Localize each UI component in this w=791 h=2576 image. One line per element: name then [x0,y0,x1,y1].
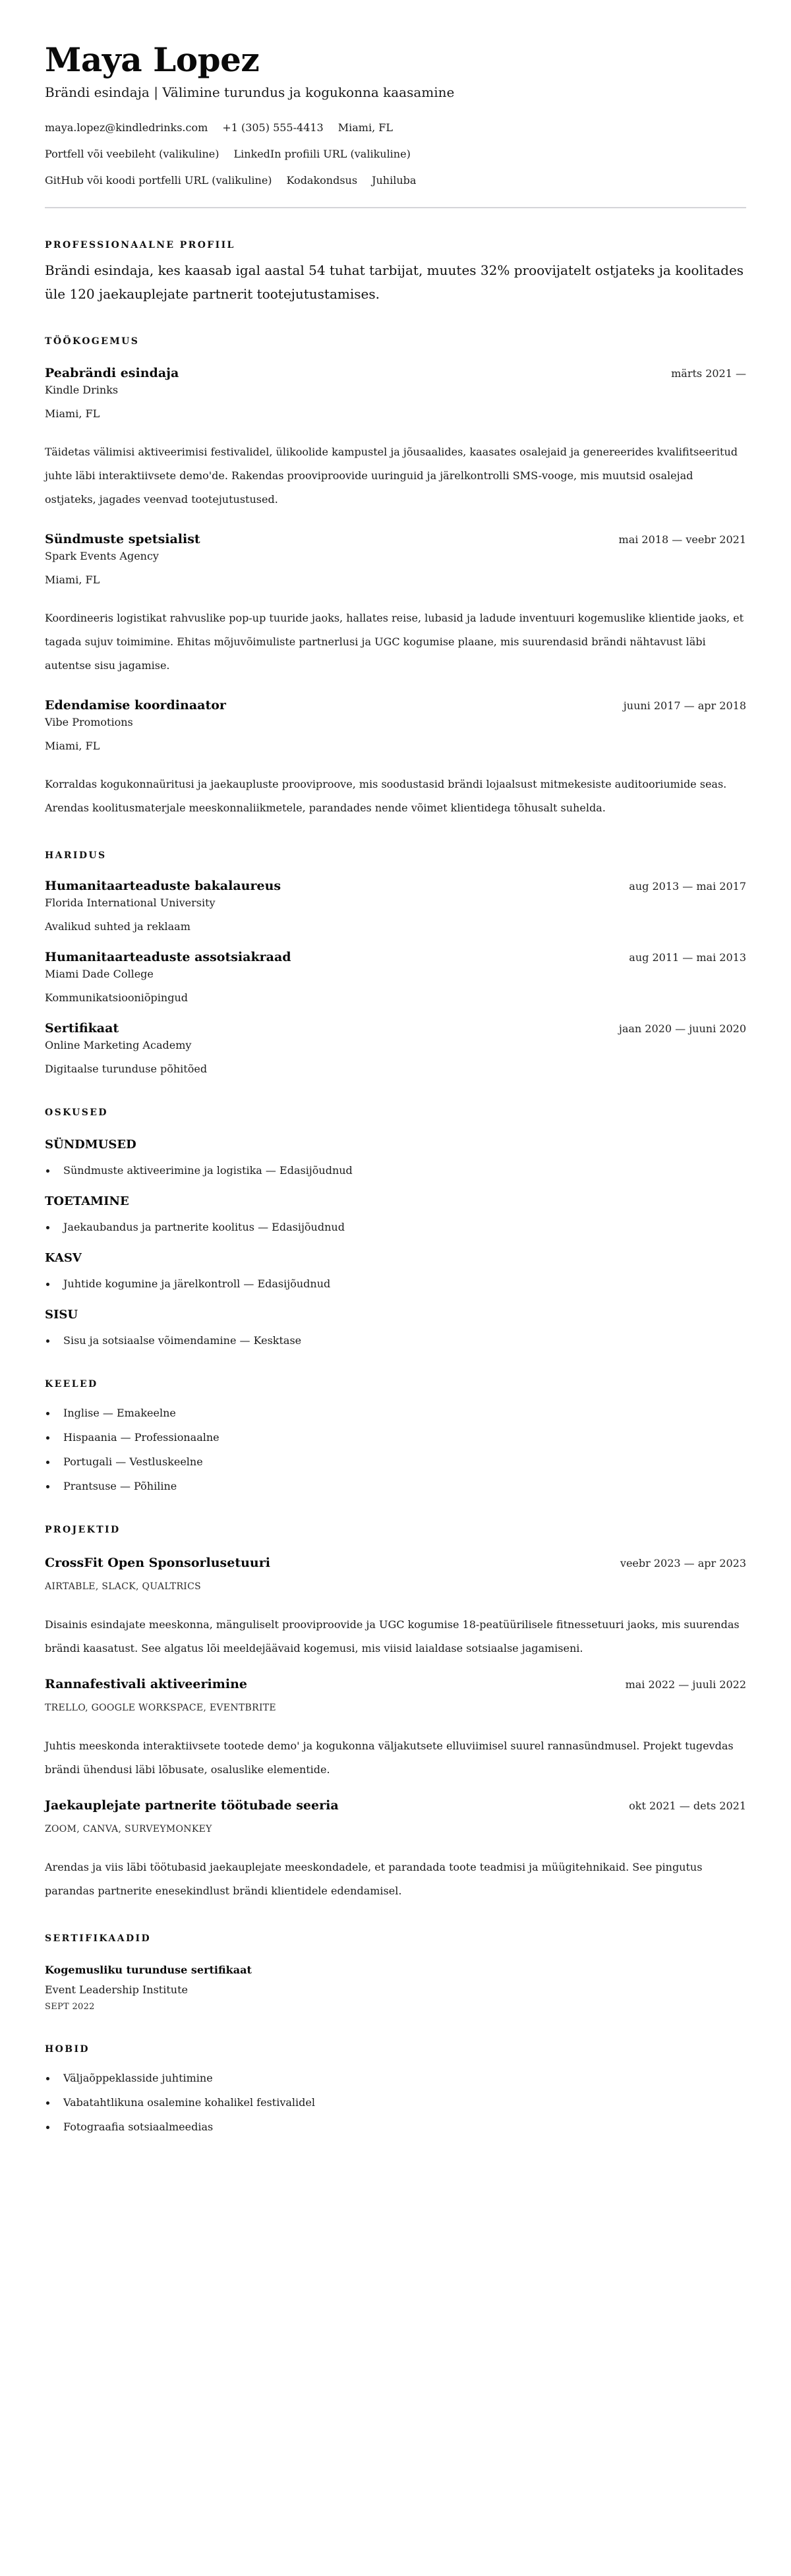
job-dates: märts 2021 — [671,367,746,380]
contact-drivers-license: Juhiluba [372,174,417,187]
section-title-experience: TÖÖKOGEMUS [45,336,140,347]
project-tech: TRELLO, GOOGLE WORKSPACE, EVENTBRITE [45,1703,276,1713]
project-entry [45,1554,746,1660]
project-dates: mai 2022 — juuli 2022 [625,1678,746,1691]
section-title-skills: OSKUSED [45,1107,108,1118]
job-description: Täidetas välimisi aktiveerimisi festivalidel, ülikoolide kampustel ja jõusaalides, kaasates osalejaid ja genereerides kvalifitseeritud juhte läbi interaktiivsete demo'de. Rakendas prooviproovide uuringuid ja järelkontrolli SMS-vooge, mis muutsid osalejad ostjateks, jagades veenvad tootejutustused. [45,446,738,506]
project-name: Rannafestivali aktiveerimine [45,1677,247,1691]
section-certifications [45,1932,746,2014]
project-name: Jaekauplejate partnerite töötubade seeria [45,1798,339,1813]
candidate-name: Maya Lopez [45,40,260,79]
skill-group [45,1136,746,1179]
language-list [45,1405,746,1494]
skill-group [45,1306,746,1349]
education-entry [45,948,746,1006]
project-description: Disainis esindajate meeskonna, mänguliselt prooviproovide ja UGC kogumise 18-peatüürilisele fitnessetuuri jaoks, mis suurendas brändi kaasatust. See algatus lõi meeldejäävaid kogemusi, mis viisid laialdase sotsiaalse jagamiseni. [45,1618,740,1654]
job-description: Koordineeris logistikat rahvuslike pop-up tuuride jaoks, hallates reise, lubasid ja ladude inventuuri kogemuslike klientide jaoks, et tagada sujuv toimimine. Ehitas mõjuvõimuliste partnerlusi ja UGC kogumise plaane, mis suurendasid brändi nähtavust läbi autentse sisu jagamise. [45,612,744,672]
contact-row-primary [45,120,746,136]
contact-email[interactable]: maya.lopez@kindledrinks.com [45,121,208,134]
skill-item: Jaekaubandus ja partnerite koolitus — Edasijõudnud [45,1219,746,1235]
job-description: Korraldas kogukonnaüritusi ja jaekaupluste prooviproove, mis soodustasid brändi lojaalsust mitmekesiste auditooriumide seas. Arendas koolitusmaterjale meeskonnaliikmetele, parandades nende võimet klientidega tõhusalt suhelda. [45,778,727,814]
hobby-item: Väljaõppeklasside juhtimine [45,2070,746,2086]
experience-entry [45,530,746,678]
degree-dates: jaan 2020 — juuni 2020 [618,1022,746,1035]
project-entry [45,1796,746,1903]
job-dates: mai 2018 — veebr 2021 [618,533,746,546]
degree-field: Digitaalse turunduse põhitõed [45,1063,208,1075]
contact-github[interactable]: GitHub või koodi portfelli URL (valikuline) [45,174,272,187]
language-item: Portugali — Vestluskeelne [45,1454,746,1470]
job-title: Edendamise koordinaator [45,698,226,713]
job-company: Kindle Drinks [45,384,119,396]
hobby-item: Fotograafia sotsiaalmeedias [45,2119,746,2135]
education-entry [45,877,746,935]
skill-list [45,1333,746,1349]
skill-group [45,1250,746,1292]
skill-list [45,1276,746,1292]
candidate-headline: Brändi esindaja | Välimine turundus ja kogukonna kaasamine [45,84,455,100]
experience-entry [45,364,746,512]
skill-category: SÜNDMUSED [45,1138,136,1152]
section-title-certifications: SERTIFIKAADID [45,1933,151,1944]
section-title-hobbies: HOBID [45,2044,90,2055]
job-location: Miami, FL [45,740,100,752]
job-title: Peabrändi esindaja [45,366,179,380]
project-entry [45,1675,746,1782]
job-dates: juuni 2017 — apr 2018 [623,699,746,712]
education-entry [45,1019,746,1077]
skill-group [45,1193,746,1235]
job-title: Sündmuste spetsialist [45,532,200,546]
project-description: Juhtis meeskonda interaktiivsete tootede demo' ja kogukonna väljakutsete elluviimisel suurel rannasündmusel. Projekt tugevdas brändi ühendusi läbi lõbusate, osaluslike elementide. [45,1740,734,1776]
job-company: Spark Events Agency [45,550,159,562]
degree-title: Humanitaarteaduste assotsiakraad [45,950,291,964]
certification-name: Kogemusliku turunduse sertifikaat [45,1964,252,1976]
job-location: Miami, FL [45,407,100,420]
section-skills [45,1106,746,1349]
project-tech: ZOOM, CANVA, SURVEYMONKEY [45,1824,212,1834]
section-projects [45,1523,746,1903]
language-item: Hispaania — Professionaalne [45,1430,746,1446]
skill-list [45,1163,746,1179]
header-divider [45,207,746,208]
contact-location: Miami, FL [337,121,393,134]
contact-portfolio[interactable]: Portfell või veebileht (valikuline) [45,148,220,160]
section-title-projects: PROJEKTID [45,1525,121,1535]
skill-category: KASV [45,1251,82,1265]
project-tech: AIRTABLE, SLACK, QUALTRICS [45,1581,202,1592]
section-profile [45,239,746,306]
skill-list [45,1219,746,1235]
section-hobbies [45,2043,746,2135]
contact-citizenship: Kodakondsus [286,174,358,187]
school-name: Online Marketing Academy [45,1039,192,1051]
school-name: Miami Dade College [45,968,154,980]
skill-item: Sündmuste aktiveerimine ja logistika — Edasijõudnud [45,1163,746,1179]
language-item: Inglise — Emakeelne [45,1405,746,1421]
degree-dates: aug 2011 — mai 2013 [629,951,746,964]
section-education [45,849,746,1077]
language-item: Prantsuse — Põhiline [45,1478,746,1494]
degree-title: Sertifikaat [45,1021,119,1036]
section-experience [45,335,746,820]
project-dates: veebr 2023 — apr 2023 [620,1557,746,1569]
project-name: CrossFit Open Sponsorlusetuuri [45,1556,270,1570]
contact-linkedin[interactable]: LinkedIn profiili URL (valikuline) [233,148,411,160]
degree-field: Kommunikatsiooniõpingud [45,991,188,1004]
resume-header [45,40,746,189]
project-dates: okt 2021 — dets 2021 [629,1800,746,1812]
job-company: Vibe Promotions [45,716,133,728]
school-name: Florida International University [45,896,216,909]
skill-category: TOETAMINE [45,1194,129,1208]
contact-row-extra [45,173,746,189]
degree-dates: aug 2013 — mai 2017 [629,880,746,893]
contact-phone[interactable]: +1 (305) 555-4413 [222,121,324,134]
job-location: Miami, FL [45,573,100,586]
section-title-languages: KEELED [45,1379,98,1390]
section-languages [45,1378,746,1494]
project-description: Arendas ja viis läbi töötubasid jaekauplejate meeskondadele, et parandada toote teadmisi ja müügitehnikaid. See pingutus parandas partnerite enesekindlust brändi klientidele edendamisel. [45,1861,703,1897]
certification-date: SEPT 2022 [45,2002,95,2012]
degree-title: Humanitaarteaduste bakalaureus [45,879,281,893]
certification-entry [45,1962,746,2014]
experience-entry [45,696,746,820]
certification-issuer: Event Leadership Institute [45,1983,188,1996]
section-title-profile: PROFESSIONAALNE PROFIIL [45,240,235,250]
profile-summary: Brändi esindaja, kes kaasab igal aastal 54 tuhat tarbijat, muutes 32% proovijatelt ostjateks ja koolitades üle 120 jaekauplejate partnerit tootejutustamises. [45,262,744,302]
skill-item: Juhtide kogumine ja järelkontroll — Edasijõudnud [45,1276,746,1292]
contact-row-links [45,146,746,162]
hobby-item: Vabatahtlikuna osalemine kohalikel festivalidel [45,2095,746,2111]
hobby-list [45,2070,746,2135]
degree-field: Avalikud suhted ja reklaam [45,920,190,933]
skill-item: Sisu ja sotsiaalse võimendamine — Kesktase [45,1333,746,1349]
skill-category: SISU [45,1308,78,1322]
section-title-education: HARIDUS [45,850,107,861]
